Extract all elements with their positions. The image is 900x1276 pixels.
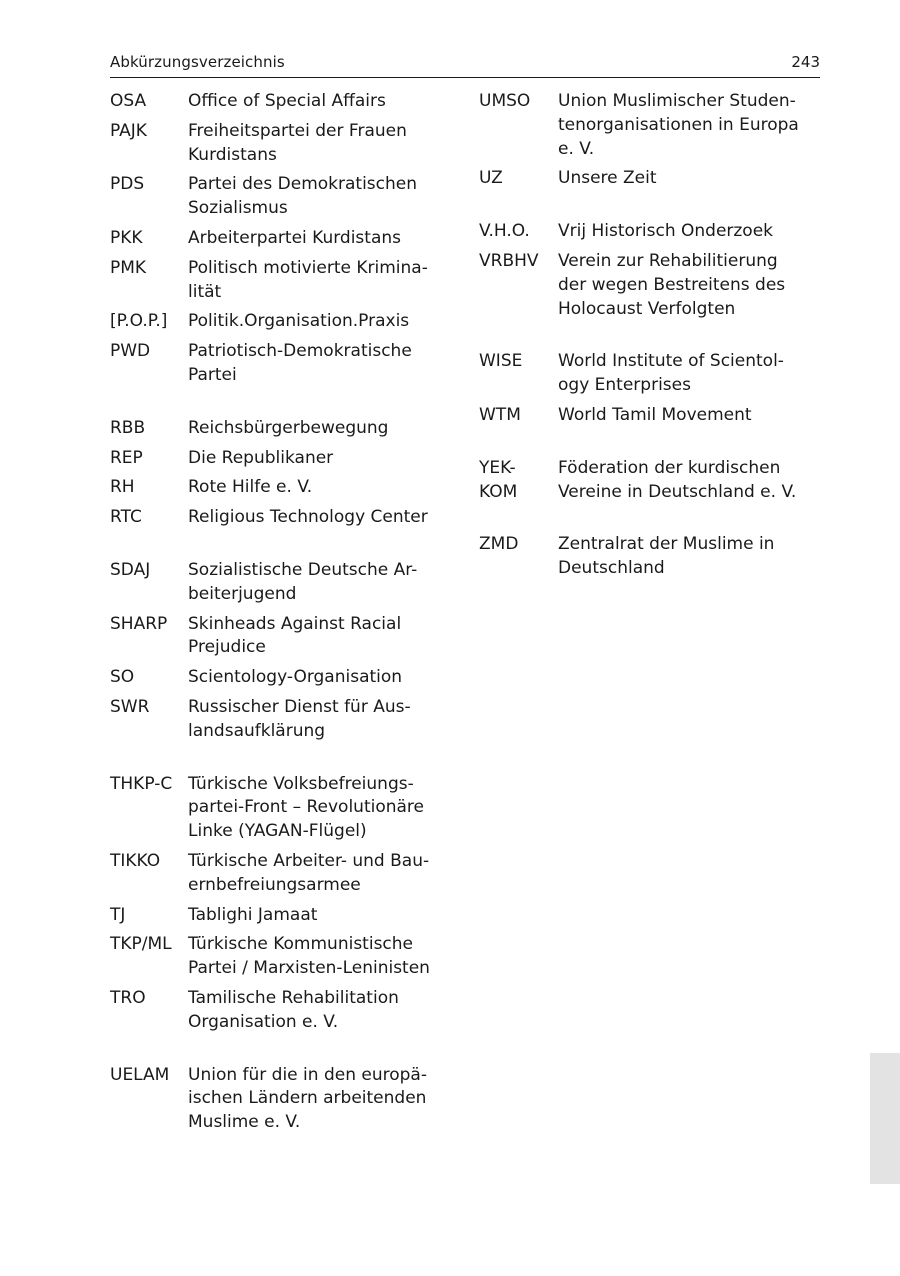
abbreviation-term: RH — [110, 477, 135, 498]
abbreviation-term: WISE — [479, 351, 523, 372]
abbreviation-entry — [110, 227, 455, 251]
abbreviation-term: PDS — [110, 174, 145, 195]
abbreviation-definition: Patriotisch-Demokratische Partei — [188, 341, 412, 385]
abbreviation-entry — [110, 506, 455, 530]
abbreviation-term: UZ — [479, 168, 503, 189]
abbreviation-entry — [110, 90, 455, 114]
thumb-index-tab — [870, 1053, 900, 1184]
abbreviation-term: RBB — [110, 417, 146, 438]
abbreviation-definition: Russischer Dienst für Aus- landsaufklärung — [188, 696, 411, 741]
abbreviation-term: PWD — [110, 341, 151, 362]
abbreviation-definition: Rote Hilfe e. V. — [188, 477, 313, 498]
abbreviation-entry — [110, 257, 455, 305]
abbreviation-entry — [479, 533, 824, 581]
abbreviation-entry — [110, 310, 455, 334]
abbreviation-definition: Verein zur Rehabilitierung der wegen Bestreitens des Holocaust Verfolgten — [558, 250, 786, 319]
abbreviation-term: V.H.O. — [479, 221, 530, 242]
abbreviation-definition: Scientology-Organisation — [188, 667, 403, 688]
abbreviation-entry — [110, 173, 455, 221]
abbreviation-term: SWR — [110, 696, 150, 717]
abbreviation-definition: Freiheitspartei der Frauen Kurdistans — [188, 120, 407, 165]
abbreviation-definition: Tamilische Rehabilitation Organisation e. V. — [188, 987, 399, 1032]
abbreviation-entry — [479, 220, 824, 244]
abbreviation-entry — [110, 666, 455, 690]
abbreviation-definition: Office of Special Affairs — [188, 91, 386, 111]
abbreviation-definition: Türkische Arbeiter- und Bau- ernbefreiungsarmee — [188, 850, 430, 895]
abbreviation-entry — [110, 120, 455, 168]
abbreviation-entry — [110, 773, 455, 844]
page-number: 243 — [791, 53, 820, 71]
abbreviation-term: UMSO — [479, 91, 531, 111]
abbreviation-term: TKP/ML — [110, 934, 172, 955]
abbreviation-entry — [479, 350, 824, 398]
abbreviation-definition: Arbeiterpartei Kurdistans — [188, 227, 402, 248]
abbreviation-term: TJ — [110, 904, 126, 925]
abbreviation-entry — [110, 1064, 455, 1135]
abbreviation-term: SO — [110, 667, 135, 688]
abbreviation-definition: Politisch motivierte Krimina- lität — [188, 257, 428, 302]
abbreviation-term: YEK- KOM — [479, 457, 518, 502]
abbreviation-definition: World Institute of Scientol- ogy Enterprises — [558, 351, 784, 396]
abbreviation-term: ZMD — [479, 534, 519, 555]
header-rule — [110, 77, 820, 78]
abbreviation-entry — [110, 417, 455, 441]
abbreviation-entry — [110, 613, 455, 661]
abbreviation-entry — [479, 90, 824, 161]
abbreviation-term: SDAJ — [110, 559, 151, 580]
abbreviation-definition: Reichsbürgerbewegung — [188, 417, 389, 438]
abbreviation-term: PAJK — [110, 120, 147, 141]
abbreviation-definition: Partei des Demokratischen Sozialismus — [188, 174, 418, 219]
abbreviation-definition: Religious Technology Center — [188, 507, 428, 528]
abbreviation-definition: Sozialistische Deutsche Ar- beiterjugend — [188, 559, 418, 604]
abbreviation-term: REP — [110, 447, 143, 468]
abbreviation-definition: Politik.Organisation.Praxis — [188, 311, 410, 332]
abbreviation-term: WTM — [479, 404, 521, 425]
abbreviation-term: PMK — [110, 257, 147, 278]
abbreviation-term: TIKKO — [110, 850, 161, 871]
abbreviation-entry — [110, 476, 455, 500]
abbreviation-term: [P.O.P.] — [110, 311, 168, 332]
abbreviation-entry — [110, 447, 455, 471]
abbreviation-entry — [479, 457, 824, 505]
abbreviation-term: SHARP — [110, 613, 168, 634]
abbreviation-term: TRO — [110, 987, 146, 1008]
abbreviation-entry — [110, 696, 455, 744]
abbreviation-term: PKK — [110, 227, 143, 248]
abbreviation-term: UELAM — [110, 1064, 170, 1085]
abbreviation-entry — [479, 167, 824, 191]
abbreviation-definition: Tablighi Jamaat — [188, 904, 318, 925]
abbreviation-definition: Skinheads Against Racial Prejudice — [188, 613, 402, 658]
abbreviation-entry — [110, 904, 455, 928]
abbreviation-definition: Föderation der kurdischen Vereine in Deutschland e. V. — [558, 457, 797, 502]
abbreviation-entry — [110, 340, 455, 388]
header-title: Abkürzungsverzeichnis — [110, 53, 285, 71]
abbreviation-definition: Union für die in den europä- ischen Ländern arbeitenden Muslime e. V. — [188, 1064, 427, 1133]
abbreviation-list-right — [479, 90, 824, 587]
abbreviation-list-left — [110, 90, 455, 1141]
abbreviation-definition: World Tamil Movement — [558, 404, 752, 425]
abbreviation-definition: Unsere Zeit — [558, 168, 657, 189]
abbreviation-entry — [110, 933, 455, 981]
abbreviation-entry — [110, 987, 455, 1035]
abbreviation-term: THKP-C — [110, 773, 173, 794]
abbreviation-entry — [479, 404, 824, 428]
abbreviation-definition: Zentralrat der Muslime in Deutschland — [558, 534, 775, 579]
abbreviation-entry — [110, 559, 455, 607]
abbreviation-definition: Union Muslimischer Studen- tenorganisationen in Europa e. V. — [558, 91, 799, 159]
abbreviation-entry — [110, 850, 455, 898]
abbreviation-definition: Türkische Kommunistische Partei / Marxisten-Leninisten — [188, 934, 430, 979]
abbreviation-entry — [479, 250, 824, 321]
abbreviation-definition: Die Republikaner — [188, 447, 334, 468]
abbreviation-definition: Türkische Volksbefreiungs- partei-Front – Revolutionäre Linke (YAGAN-Flügel) — [188, 773, 425, 842]
abbreviation-term: RTC — [110, 507, 142, 528]
abbreviation-term: OSA — [110, 91, 147, 111]
abbreviation-term: VRBHV — [479, 250, 539, 271]
abbreviation-definition: Vrij Historisch Onderzoek — [558, 221, 774, 242]
